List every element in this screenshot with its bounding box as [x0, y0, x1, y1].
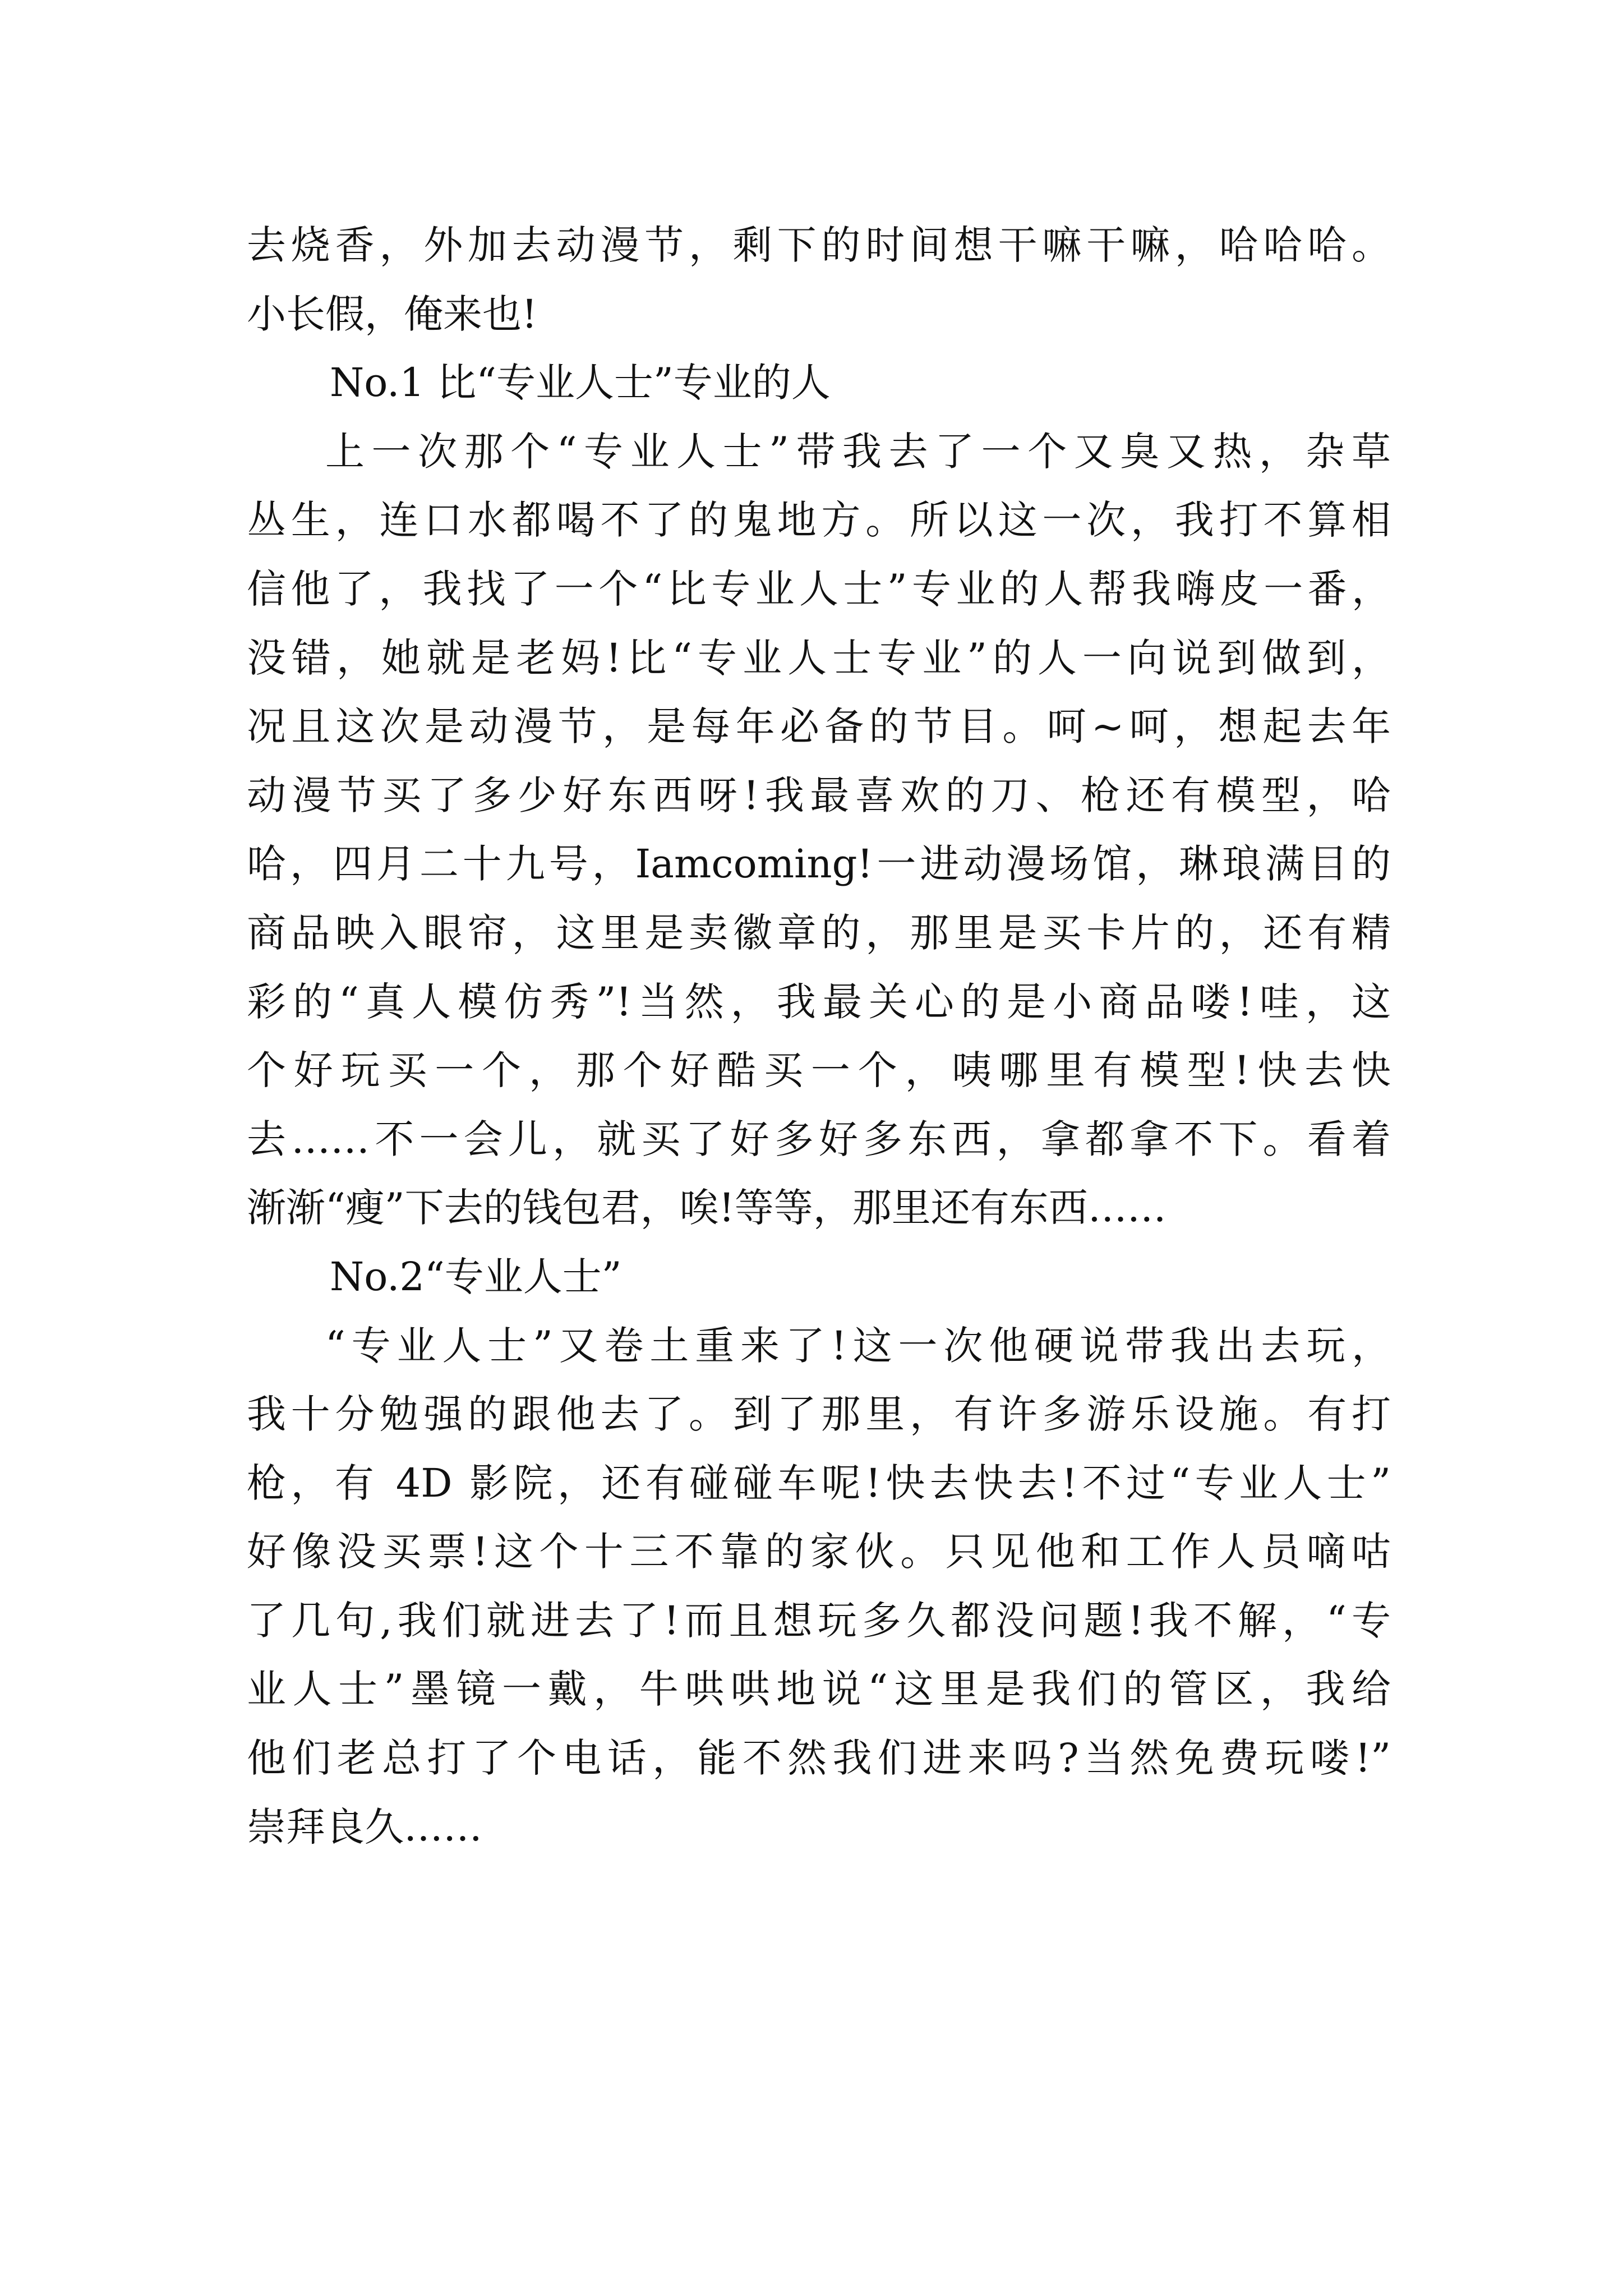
text-line: 况且这次是动漫节，是每年必备的节目。呵~呵，想起去年: [247, 703, 1391, 750]
text-line: 个好玩买一个，那个好酷买一个，咦哪里有模型!快去快: [247, 1047, 1391, 1094]
text-line: 枪，有 4D 影院，还有碰碰车呢!快去快去!不过“专业人士”: [247, 1460, 1391, 1506]
text-line: 了几句,我们就进去了!而且想玩多久都没问题!我不解，“专: [247, 1597, 1391, 1644]
text-line: 丛生，连口水都喝不了的鬼地方。所以这一次，我打不算相: [247, 497, 1391, 544]
text-line: 信他了，我找了一个“比专业人士”专业的人帮我嗨皮一番，: [247, 565, 1391, 612]
text-line: 好像没买票!这个十三不靠的家伙。只见他和工作人员嘀咕: [247, 1529, 1391, 1575]
text-line: 小长假，俺来也!: [247, 291, 538, 337]
text-line: 崇拜良久……: [247, 1803, 482, 1850]
text-line: 去……不一会儿，就买了好多好多东西，拿都拿不下。看着: [247, 1116, 1391, 1162]
text-line: 上一次那个“专业人士”带我去了一个又臭又热，杂草: [325, 428, 1391, 475]
text-line: “专业人士”又卷土重来了!这一次他硬说带我出去玩，: [325, 1322, 1391, 1369]
text-line: 商品映入眼帘，这里是卖徽章的，那里是买卡片的，还有精: [247, 909, 1391, 956]
text-line: 彩的“真人模仿秀”!当然，我最关心的是小商品喽!哇，这: [247, 978, 1391, 1025]
text-line: 动漫节买了多少好东西呀!我最喜欢的刀、枪还有模型，哈: [247, 772, 1391, 818]
text-line: 渐渐“瘦”下去的钱包君，唉!等等，那里还有东西……: [247, 1185, 1166, 1231]
text-line: 他们老总打了个电话，能不然我们进来吗?当然免费玩喽!”: [247, 1735, 1391, 1782]
section-heading: No.1 比“专业人士”专业的人: [330, 360, 831, 406]
text-line: 哈，四月二十九号，Iamcoming!一进动漫场馆，琳琅满目的: [247, 841, 1391, 887]
section-heading: No.2“专业人士”: [330, 1253, 622, 1300]
text-line: 没错，她就是老妈!比“专业人士专业”的人一向说到做到，: [247, 634, 1391, 681]
body-text: [247, 211, 1391, 1861]
text-line: 去烧香，外加去动漫节，剩下的时间想干嘛干嘛，哈哈哈。: [247, 222, 1391, 268]
text-line: 我十分勉强的跟他去了。到了那里，有许多游乐设施。有打: [247, 1391, 1391, 1438]
text-line: 业人士”墨镜一戴，牛哄哄地说“这里是我们的管区，我给: [247, 1666, 1391, 1713]
